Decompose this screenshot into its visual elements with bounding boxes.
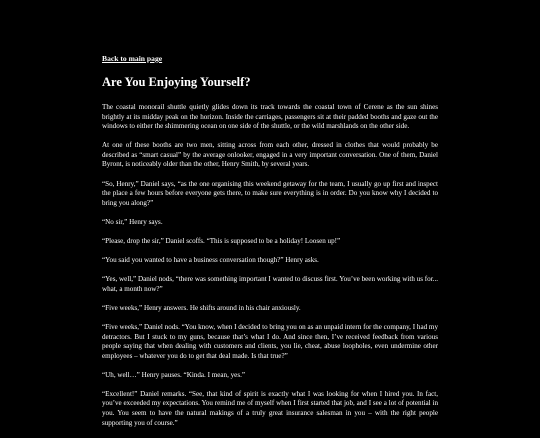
story-body: [102, 103, 438, 428]
document-page: [102, 54, 438, 438]
paragraph: “No sir,” Henry says.: [102, 217, 163, 226]
paragraph: “You said you wanted to have a business conversation though?” Henry asks.: [102, 256, 319, 265]
paragraph: The coastal monorail shuttle quietly glides down its track towards the coastal town of Cerene as the sun shines brightly at its midday peak on the horizon. Inside the carriages, passengers sit at their padded booths and gaze out the windows to either the shimmering ocean on one side of the shuttle, or the wild marshlands on the other side.: [102, 103, 438, 131]
paragraph: “Five weeks,” Daniel nods. “You know, when I decided to bring you on as an unpaid intern for the company, I had my detractors. But I stuck to my guns, because that’s what I do. And since then, I’ve received feedback from various people saying that when dealing with customers and clients, you lie, cheat, abuse loopholes, even undermine other employees – whatever you do to get that deal made. Is that true?”: [102, 322, 438, 360]
page-title: Are You Enjoying Yourself?: [102, 75, 251, 89]
paragraph: “So, Henry,” Daniel says, “as the one organising this weekend getaway for the team, I usually go up first and inspect the place a few hours before everyone gets there, to make sure everything is in order. Do you know why I decided to bring you along?”: [102, 179, 438, 207]
paragraph: “Five weeks,” Henry answers. He shifts around in his chair anxiously.: [102, 303, 301, 312]
back-to-main-link[interactable]: Back to main page: [102, 54, 163, 63]
paragraph: “Excellent!” Daniel remarks. “See, that kind of spirit is exactly what I was looking for when I hired you. In fact, you’ve exceeded my expectations. You remind me of myself when I first started that job, and I see a lot of potential in you. You seem to have the natural makings of a truly great insurance salesman in you – with the right people supporting you of course.”: [102, 389, 438, 427]
paragraph: “Yes, well,” Daniel nods, “there was something important I wanted to discuss first. You’ve been working with us for... what, a month now?”: [102, 275, 438, 293]
paragraph: “Uh, well…” Henry pauses. “Kinda. I mean, yes.”: [102, 370, 246, 379]
paragraph: “Please, drop the sir,” Daniel scoffs. “This is supposed to be a holiday! Loosen up!”: [102, 236, 341, 245]
paragraph: At one of these booths are two men, sitting across from each other, dressed in clothes that would probably be described as “smart casual” by the average onlooker, engaged in a very important conversation. One of them, Daniel Byront, is noticeably older than the other, Henry Smith, by several years.: [102, 141, 438, 169]
